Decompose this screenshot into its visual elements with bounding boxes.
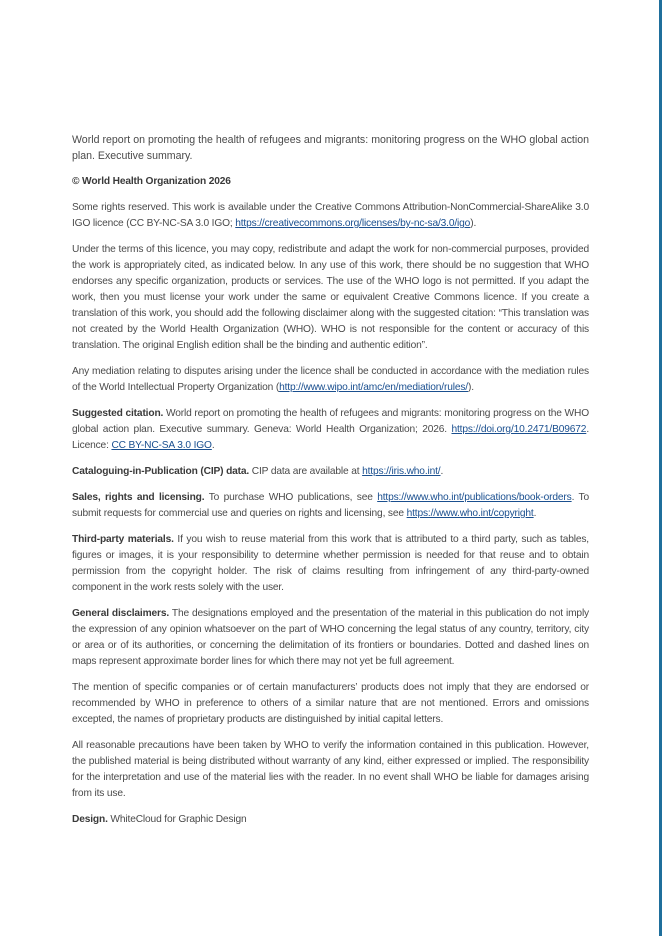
general-disclaimers-text: The designations employed and the presentation of the material in this publication do not imply the expression of any opinion whatsoever on the part of WHO concerning the legal status of any country, territory, city or area or of its authorities, or concerning the delimitation of its frontiers or boundaries. Dotted and dashed lines on maps represent approximate border lines for which there may not yet be full agreement. [72, 608, 590, 667]
book-orders-link[interactable]: https://www.who.int/publications/book-orders [377, 492, 572, 503]
companies-paragraph: The mention of specific companies or of certain manufacturers’ products does not imply that they are endorsed or recommended by WHO in preference to others of a similar nature that are not mentioned. Errors and omissions excepted, the names of proprietary products are distinguished by initial capital letters. [72, 682, 589, 725]
mediation-after: ). [467, 382, 474, 393]
design-text: WhiteCloud for Graphic Design [107, 814, 247, 825]
licence-link[interactable]: CC BY-NC-SA 3.0 IGO [111, 440, 212, 451]
rights-paragraph [72, 200, 589, 232]
third-party-text: If you wish to reuse material from this work that is attributed to a third party, such as tables, figures or images, it is your responsibility to determine whether permission is needed for that reuse and to obtain permission from the copyright holder. The risk of claims resulting from infringement of any third-party-owned component in the work rests solely with the user. [72, 534, 589, 593]
copyright-page-body [72, 132, 589, 838]
citation-after: . [211, 440, 215, 451]
general-disclaimers-paragraph [72, 606, 589, 670]
cip-after: . [440, 466, 444, 477]
citation-licence-prefix: . Licence: [72, 424, 589, 451]
mediation-text: Any mediation relating to disputes arising under the licence shall be conducted in accordance with the mediation rules of the World Intellectual Property Organization ( [72, 366, 589, 393]
third-party-paragraph [72, 532, 589, 596]
copyright-link[interactable]: https://www.who.int/copyright [406, 508, 534, 519]
rights-text: Some rights reserved. This work is available under the Creative Commons Attribution-NonCommercial-ShareAlike 3.0 IGO licence (CC BY-NC-SA 3.0 IGO; [72, 202, 589, 229]
third-party-label: Third-party materials. [72, 534, 174, 545]
licence-terms-paragraph: Under the terms of this licence, you may copy, redistribute and adapt the work for non-commercial purposes, provided the work is appropriately cited, as indicated below. In any use of this work, there should be no suggestion that WHO endorses any specific organization, products or services. The use of the WHO logo is not permitted. If you adapt the work, then you must license your work under the same or equivalent Creative Commons licence. If you create a translation of this work, you should add the following disclaimer along with the suggested citation: “This translation was not created by the World Health Organization (WHO). WHO is not responsible for the content or accuracy of this translation. The original English edition shall be the binding and authentic edition”. [72, 244, 589, 351]
citation-label: Suggested citation. [72, 408, 164, 419]
mediation-paragraph [72, 364, 589, 396]
cip-label: Cataloguing-in-Publication (CIP) data. [72, 466, 250, 477]
sales-text: To purchase WHO publications, see [204, 492, 378, 503]
precautions-paragraph: All reasonable precautions have been taken by WHO to verify the information contained in this publication. However, the published material is being distributed without warranty of any kind, either expressed or implied. The responsibility for the interpretation and use of the material lies with the reader. In no event shall WHO be liable for damages arising from its use. [72, 740, 589, 799]
doi-link[interactable]: https://doi.org/10.2471/B09672 [451, 424, 587, 435]
cip-paragraph [72, 464, 589, 480]
sales-paragraph [72, 490, 589, 522]
sales-label: Sales, rights and licensing. [72, 492, 205, 503]
creative-commons-link[interactable]: https://creativecommons.org/licenses/by-nc-sa/3.0/igo [235, 218, 471, 229]
sales-after: . [533, 508, 537, 519]
sales-middle: . To submit requests for commercial use and queries on rights and licensing, see [72, 492, 590, 519]
rights-after: ). [470, 218, 477, 229]
iris-link[interactable]: https://iris.who.int/ [362, 466, 441, 477]
cip-text: CIP data are available at [249, 466, 363, 477]
wipo-mediation-link[interactable]: http://www.wipo.int/amc/en/mediation/rules/ [279, 382, 468, 393]
suggested-citation-paragraph [72, 406, 589, 454]
general-disclaimers-label: General disclaimers. [72, 608, 170, 619]
design-paragraph [72, 812, 589, 828]
citation-text: World report on promoting the health of refugees and migrants: monitoring progress on the WHO global action plan. Executive summary. Geneva: World Health Organization; 2026. [72, 408, 589, 435]
design-label: Design. [72, 814, 108, 825]
report-title: World report on promoting the health of refugees and migrants: monitoring progress on the WHO global action plan. Executive summary. [72, 134, 589, 162]
copyright-notice: © World Health Organization 2026 [72, 176, 231, 187]
